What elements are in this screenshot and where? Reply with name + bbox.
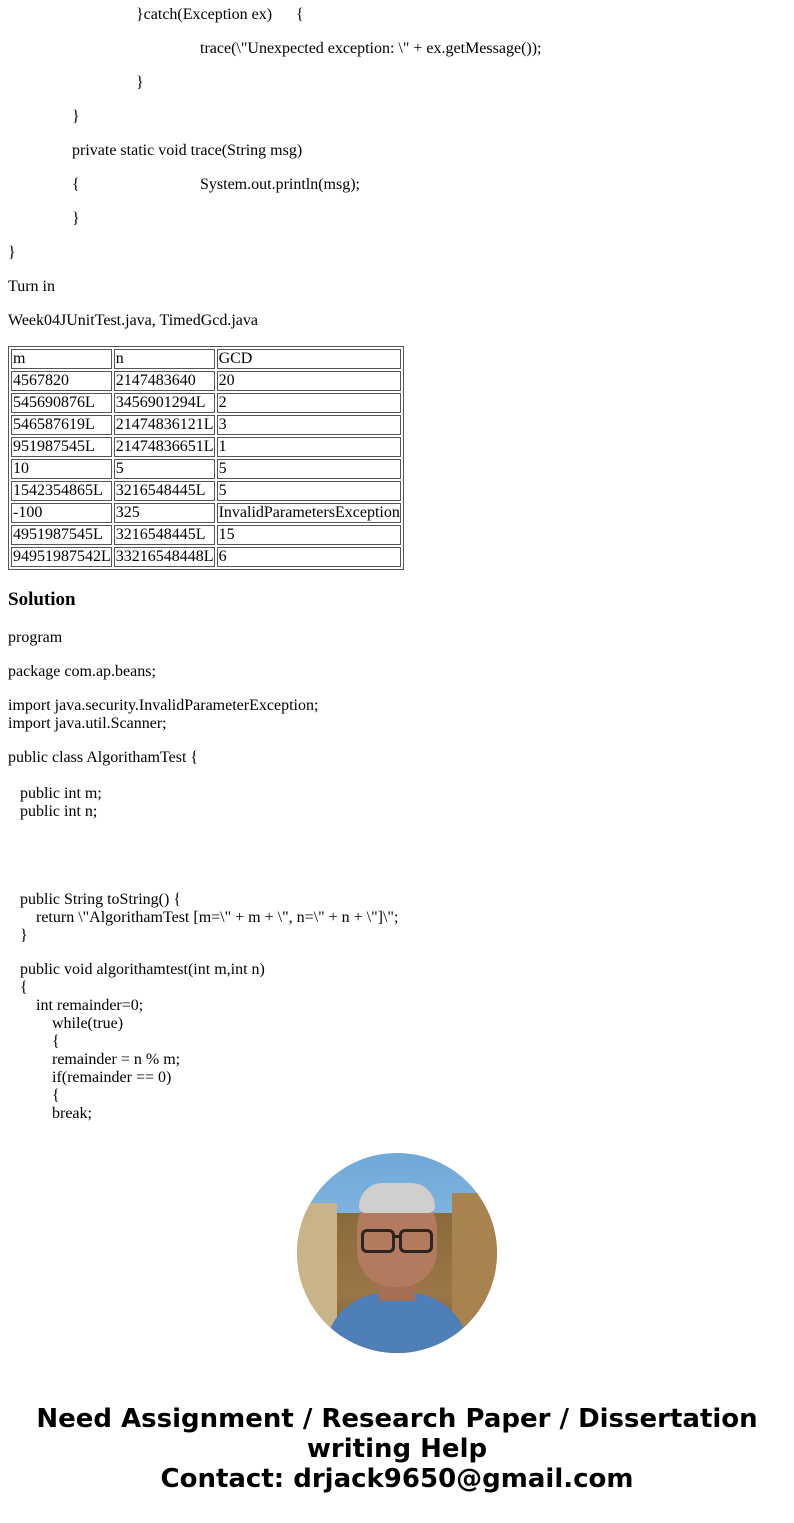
code-line-import: import java.util.Scanner; [8, 715, 167, 732]
table-header-row [11, 349, 401, 369]
table-cell: 10 [11, 459, 112, 479]
table-row [11, 503, 401, 523]
table-header-cell: m [11, 349, 112, 369]
code-line-brace: } [8, 244, 16, 261]
promo-contact: Contact: drjack9650@gmail.com [160, 1464, 634, 1494]
code-line-while: while(true) [52, 1015, 124, 1032]
code-line-class-decl: public class AlgorithamTest { [8, 749, 199, 766]
table-cell: 94951987542L [13, 548, 111, 565]
table-cell: 3216548445L [114, 481, 215, 501]
code-line-brace: { [52, 1087, 60, 1104]
table-cell: 2147483640 [114, 371, 215, 391]
code-line-brace: } [136, 74, 144, 91]
table-cell: 1542354865L [11, 481, 112, 501]
table-cell: 33216548448L [115, 548, 214, 565]
table-row [11, 525, 401, 545]
code-line-brace: } [72, 108, 80, 125]
promo-banner [0, 1404, 794, 1494]
table-row [11, 393, 401, 413]
code-line-remainder-calc: remainder = n % m; [52, 1051, 181, 1068]
code-line-remainder-init: int remainder=0; [36, 997, 144, 1014]
code-line-trace-call: trace(\"Unexpected exception: \" + ex.getMessage()); [200, 40, 542, 57]
table-cell: 5 [217, 459, 401, 479]
promo-line: Need Assignment / Research Paper / Dissertation [36, 1404, 758, 1434]
table-cell: 20 [217, 371, 401, 391]
table-cell: InvalidParametersException [218, 504, 400, 521]
code-line-brace: { [20, 979, 28, 996]
table-cell: 2 [217, 393, 401, 413]
author-photo [297, 1153, 497, 1353]
code-line-method-decl: public void algorithamtest(int m,int n) [20, 961, 265, 978]
code-line-import: import java.security.InvalidParameterException; [8, 697, 319, 714]
table-cell: -100 [11, 503, 112, 523]
table-cell: 6 [217, 547, 401, 567]
table-cell: 5 [217, 481, 401, 501]
table-cell: 21474836121L [115, 416, 214, 433]
code-line-brace: { [72, 176, 80, 193]
table-header-cell: n [114, 349, 215, 369]
program-label: program [8, 629, 63, 646]
table-cell: 325 [114, 503, 215, 523]
turn-in-label: Turn in [8, 278, 55, 295]
solution-heading: Solution [8, 589, 76, 610]
table-row [11, 415, 401, 435]
table-row [11, 481, 401, 501]
code-line-field: public int n; [20, 803, 98, 820]
table-row [11, 437, 401, 457]
code-line-break: break; [52, 1105, 92, 1122]
table-cell: 3456901294L [114, 393, 215, 413]
code-line-if: if(remainder == 0) [52, 1069, 172, 1086]
promo-line: writing Help [306, 1434, 488, 1464]
code-line-brace: { [52, 1033, 60, 1050]
table-cell: 546587619L [11, 415, 112, 435]
code-line-tostring-decl: public String toString() { [20, 891, 182, 908]
table-cell: 21474836651L [115, 438, 214, 455]
table-header-cell: GCD [217, 349, 401, 369]
code-line-brace: } [72, 210, 80, 227]
table-cell: 545690876L [11, 393, 112, 413]
table-cell: 15 [217, 525, 401, 545]
code-line-println: System.out.println(msg); [200, 176, 360, 193]
table-row [11, 371, 401, 391]
table-cell: 5 [114, 459, 215, 479]
code-line-package: package com.ap.beans; [8, 663, 156, 680]
table-cell: 4567820 [11, 371, 112, 391]
table-cell: 3 [217, 415, 401, 435]
turn-in-files: Week04JUnitTest.java, TimedGcd.java [8, 312, 258, 329]
table-row [11, 459, 401, 479]
code-line-brace: } [20, 927, 28, 944]
table-cell: 1 [217, 437, 401, 457]
table-cell: 3216548445L [114, 525, 215, 545]
code-line-trace-decl: private static void trace(String msg) [72, 142, 303, 159]
table-cell: 951987545L [11, 437, 112, 457]
code-line-tostring-return: return \"AlgorithamTest [m=\" + m + \", n=\" + n + \"]\"; [36, 909, 399, 926]
code-line-field: public int m; [20, 785, 102, 802]
gcd-table [8, 346, 404, 570]
table-cell: 4951987545L [11, 525, 112, 545]
table-row [11, 547, 401, 567]
code-line-catch: }catch(Exception ex) { [136, 6, 304, 23]
